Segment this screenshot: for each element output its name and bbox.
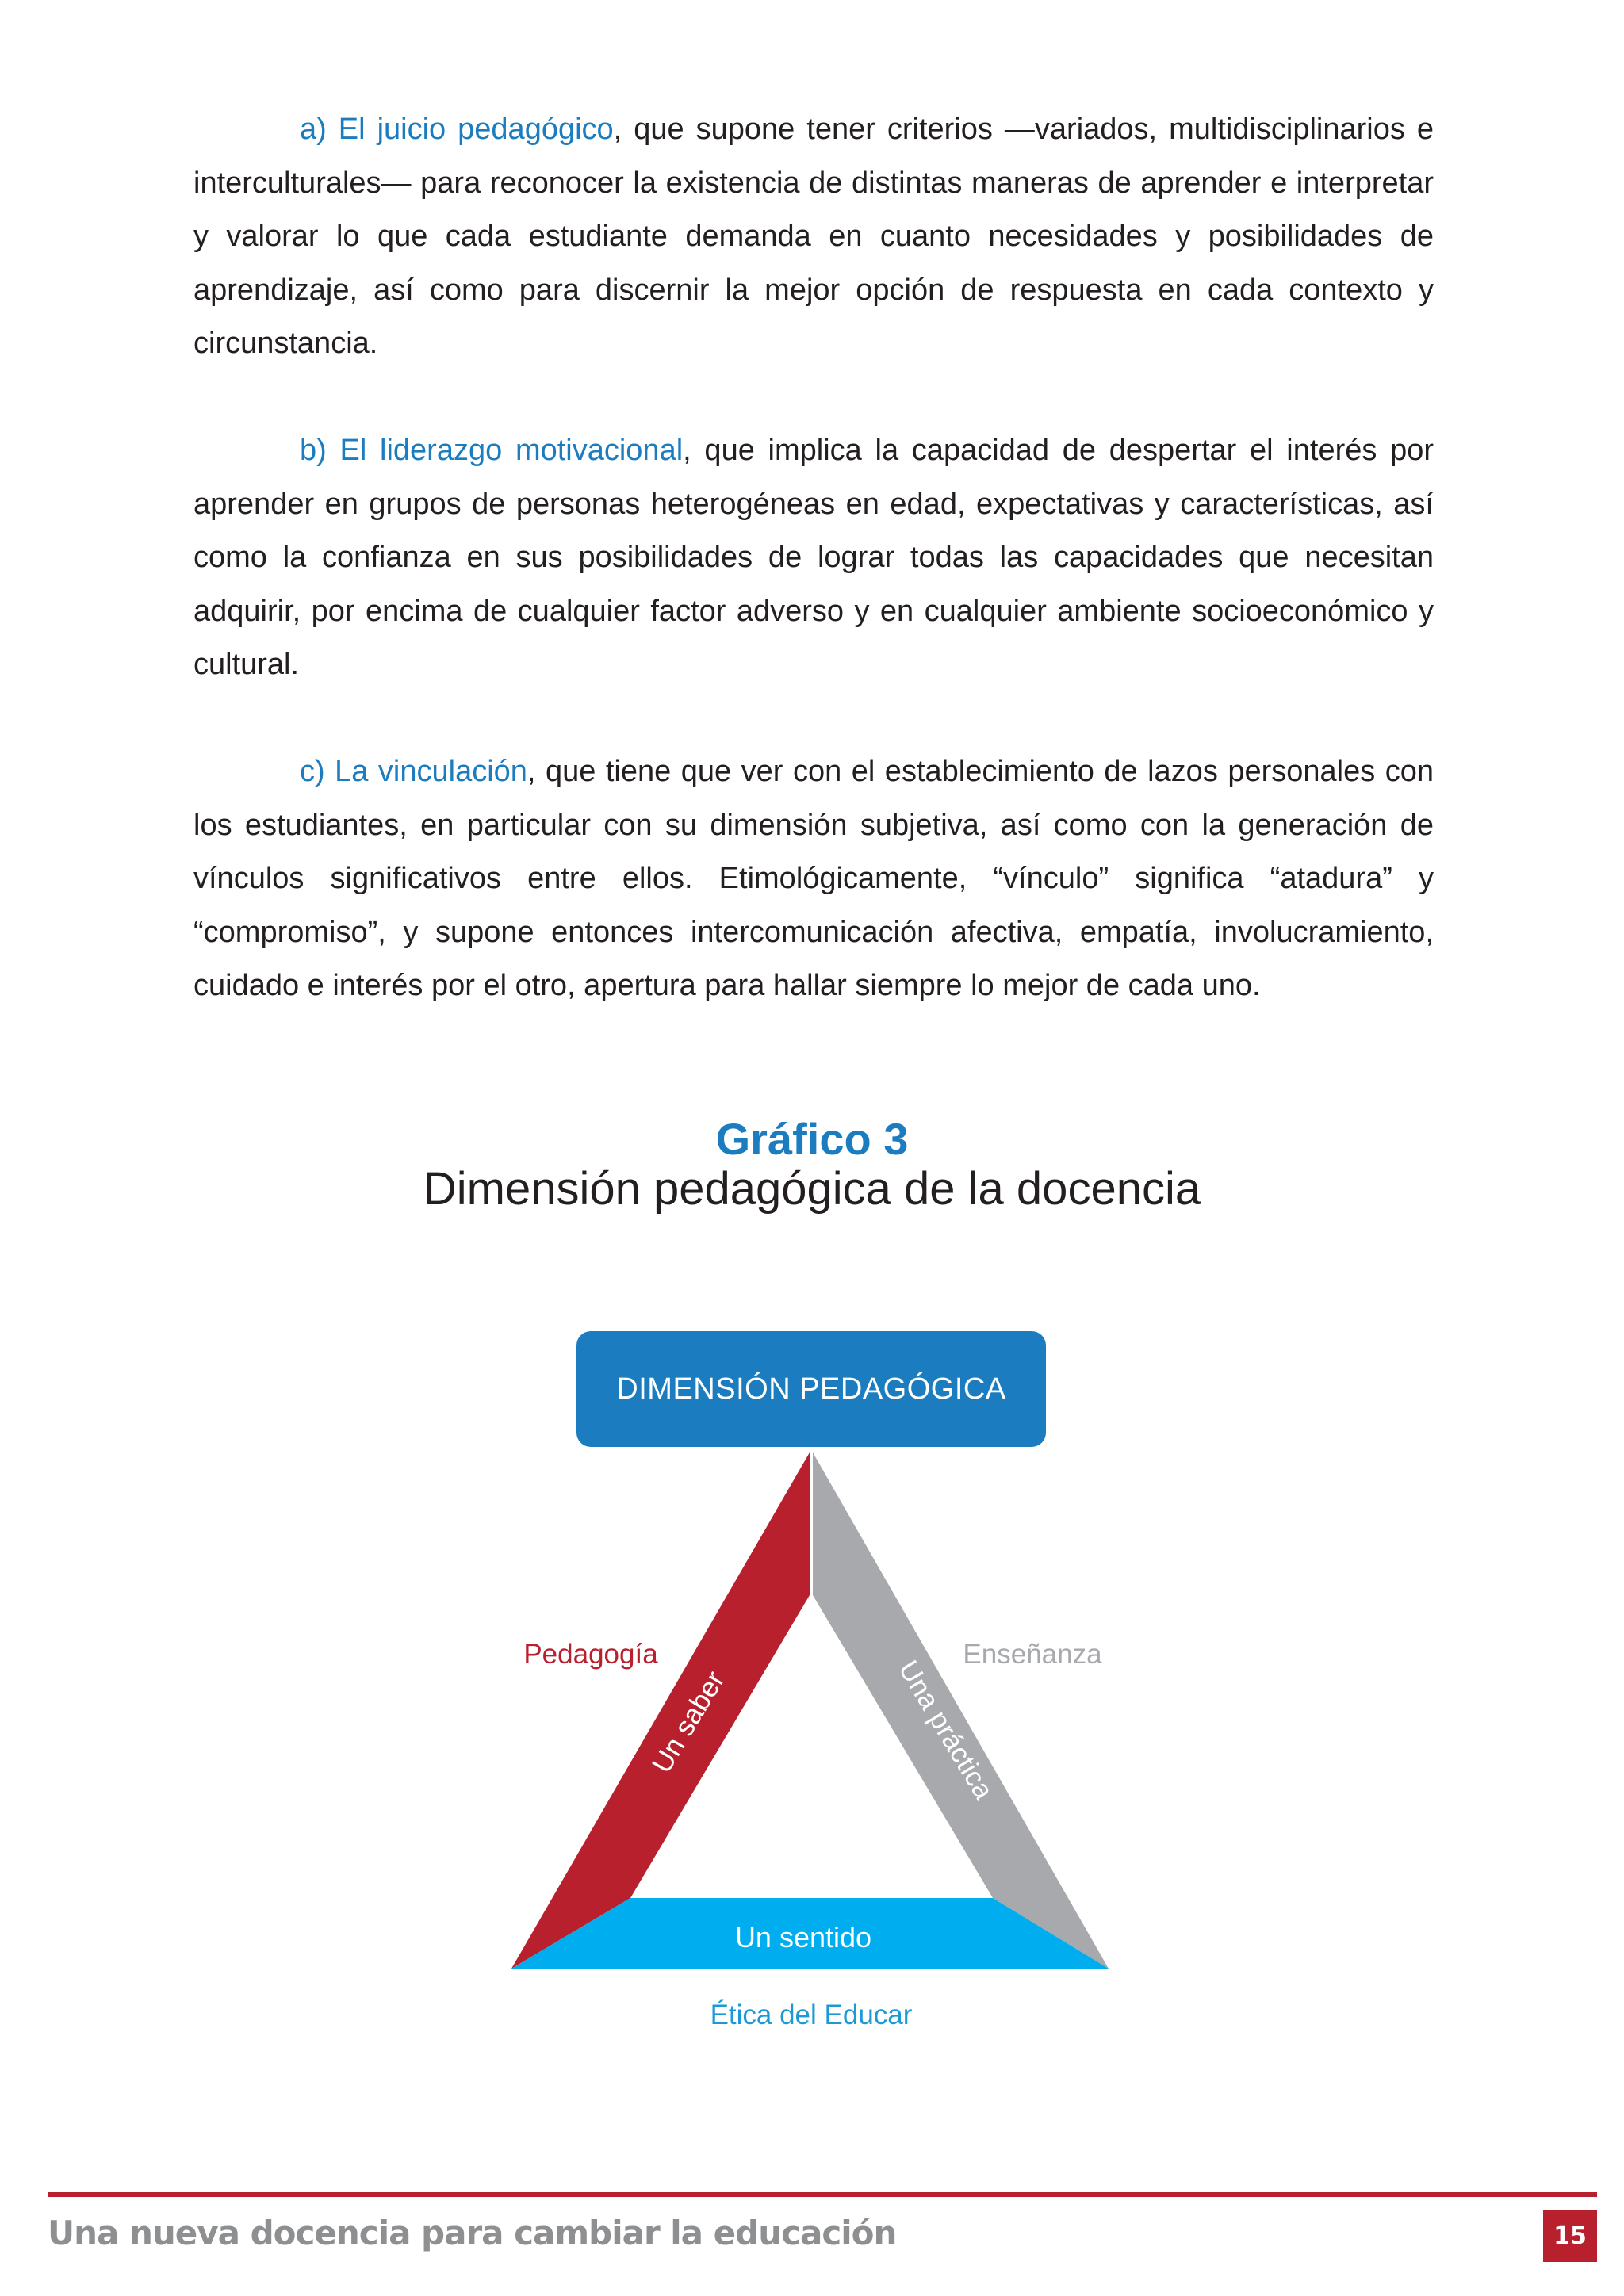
footer-title: Una nueva docencia para cambiar la educación [48,2214,897,2252]
paragraph-a-text: , que supone tener criterios —variados, multidisciplinarios e interculturales— para reconocer la existencia de distintas maneras de aprender e interpretar y valorar lo que cada estudiante demanda en cuanto necesidades y posibilidades de aprendizaje, así como para discernir la mejor opción de respuesta en cada contexto y circunstancia. [193,113,1434,360]
paragraph-b-text: , que implica la capacidad de despertar el interés por aprender en grupos de personas heterogéneas en edad, expectativas y características, así como la confianza en sus posibilidades de lograr todas las capacidades que necesitan adquirir, por encima de cualquier factor adverso y en cualquier ambiente socioeconómico y cultural. [193,434,1434,681]
right-band [813,1452,1109,1969]
figure-title: Dimensión pedagógica de la docencia [423,1163,1201,1215]
right-label: Enseñanza [963,1639,1102,1670]
top-box-label: DIMENSIÓN PEDAGÓGICA [616,1372,1006,1406]
left-band-label: Un saber [645,1666,731,1778]
footer-divider [48,2192,1597,2197]
figure-number: Gráfico 3 [715,1114,909,1164]
bottom-label: Ética del Educar [710,1999,913,2030]
left-band [511,1452,810,1969]
paragraph-c-lead: c) La vinculación [300,755,527,788]
right-band-label: Una práctica [892,1655,1000,1805]
paragraph-b-lead: b) El liderazgo motivacional [300,434,684,467]
page-number-text: 15 [1553,2221,1587,2250]
paragraph-c-text: , que tiene que ver con el establecimiento de lazos personales con los estudiantes, en particular con su dimensión subjetiva, así como con la generación de vínculos significativos entre ellos. Etimológicamente, “vínculo” significa “atadura” y “compromiso”, y supone entonces intercomunicación afectiva, empatía, involucramiento, cuidado e interés por el otro, apertura para hallar siempre lo mejor de cada uno. [193,755,1434,1002]
page-number [1543,2210,1597,2262]
left-label: Pedagogía [523,1639,658,1670]
bottom-band-label: Un sentido [734,1921,872,1954]
paragraph-a-lead: a) El juicio pedagógico [300,113,614,146]
